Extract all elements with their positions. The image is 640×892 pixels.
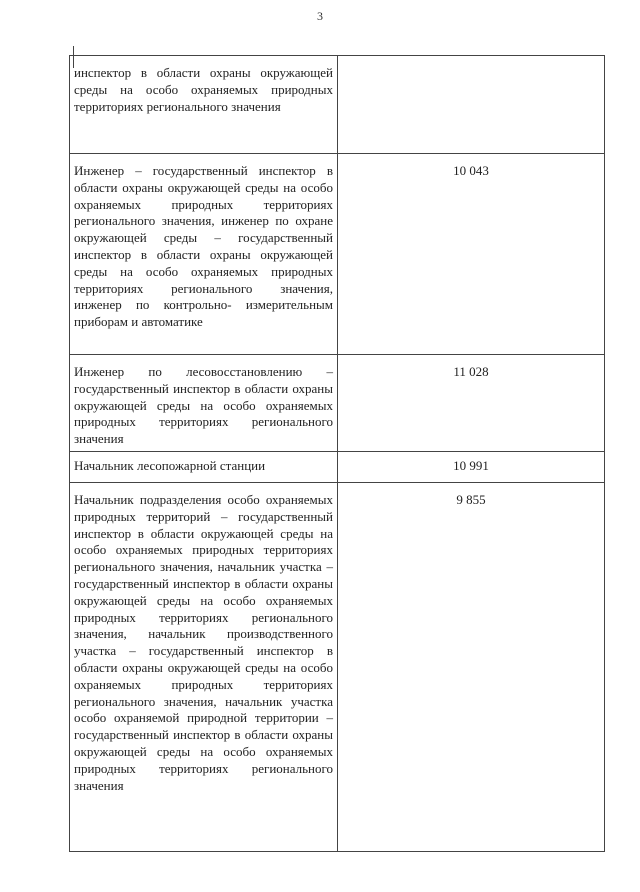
salary-value [338,56,604,67]
position-cell [70,452,338,483]
position-title: Начальник лесопожарной станции [74,458,266,473]
table-row [70,483,605,852]
salary-value: 9 855 [456,492,486,507]
position-title: Инженер по лесовосстановлению – государственный инспектор в области охраны окружающей среды на особо охраняемых природных территориях регионального значения [74,364,333,447]
salary-cell [338,452,605,483]
salary-value: 10 043 [453,163,489,178]
table-row [70,355,605,452]
salary-cell [338,154,605,355]
position-title: Инженер – государственный инспектор в области охраны окружающей среды на особо охраняемых природных территориях регионального значения, инженер по охране окружающей среды – государственный инспектор в области охраны окружающей среды на особо охраняемых природных территориях регионального значения, инженер по контрольно- измерительным приборам и автоматике [74,163,333,330]
salary-cell [338,355,605,452]
page-number: 3 [317,9,323,23]
table-row [70,452,605,483]
position-cell [70,56,338,154]
salary-table [69,55,605,852]
position-cell [70,355,338,452]
salary-value: 11 028 [453,364,489,379]
position-cell [70,483,338,852]
salary-value: 10 991 [453,458,489,473]
table-row [70,56,605,154]
salary-cell [338,483,605,852]
table-row [70,154,605,355]
position-title: инспектор в области охраны окружающей среды на особо охраняемых природных территориях регионального значения [74,65,333,114]
position-title: Начальник подразделения особо охраняемых природных территорий – государственный инспектор в области окружающей среды на особо охраняемых природных территориях регионального значения, начальник участка – государственный инспектор в области охраны окружающей среды на особо охраняемых природных территориях регионального значения, начальник производственного участка – государственный инспектор в области охраны окружающей среды на особо охраняемых природных территориях регионального значения, начальник участка особо охраняемой природной территории – государственный инспектор в области охраны окружающей среды на особо охраняемых природных территориях регионального значения [74,492,333,793]
salary-cell [338,56,605,154]
position-cell [70,154,338,355]
